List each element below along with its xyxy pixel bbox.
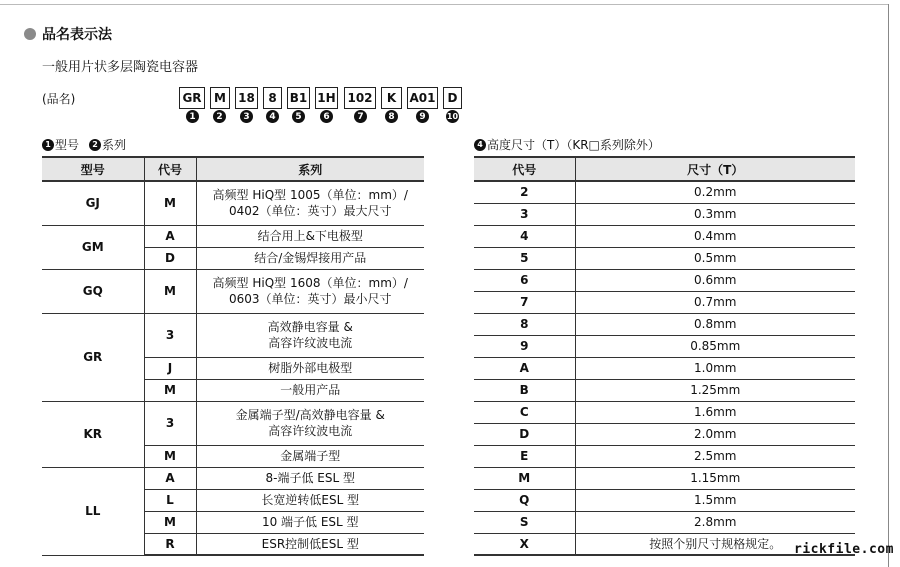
pn-number-8: 8 — [385, 110, 398, 123]
code-cell: Q — [474, 489, 575, 511]
size-cell: 2.8mm — [575, 511, 855, 533]
table-row — [474, 511, 855, 533]
series-cell: 8-端子低 ESL 型 — [196, 467, 424, 489]
pn-number-4: 4 — [266, 110, 279, 123]
code-cell: 3 — [474, 203, 575, 225]
table-row — [474, 467, 855, 489]
series-cell: 高频型 HiQ型 1005（单位：mm）/ 0402（单位：英寸）最大尺寸 — [196, 181, 424, 225]
code-cell: 3 — [144, 401, 196, 445]
size-cell: 0.2mm — [575, 181, 855, 203]
type-cell: GR — [42, 313, 144, 401]
size-cell: 0.6mm — [575, 269, 855, 291]
watermark-text: rickfile.com — [794, 542, 894, 557]
table-row — [474, 445, 855, 467]
code-cell: A — [144, 467, 196, 489]
code-cell: 9 — [474, 335, 575, 357]
size-cell: 0.3mm — [575, 203, 855, 225]
pn-box-temp-char: B1 — [287, 87, 310, 109]
column-header-series: 系列 — [196, 157, 424, 181]
table-row — [474, 423, 855, 445]
table-header-row — [474, 157, 855, 181]
table-row — [474, 489, 855, 511]
code-cell: R — [144, 533, 196, 555]
column-header-code: 代号 — [144, 157, 196, 181]
type-cell: LL — [42, 467, 144, 555]
pn-number-9: 9 — [416, 110, 429, 123]
series-cell: 结合/金锡焊接用产品 — [196, 247, 424, 269]
heading-text: 品名表示法 — [42, 27, 112, 43]
pn-number-2: 2 — [213, 110, 226, 123]
pn-number-10: 10 — [446, 112, 459, 121]
code-cell: 3 — [144, 313, 196, 357]
pn-box-type: GR — [179, 87, 205, 109]
pn-number-7: 7 — [354, 110, 367, 123]
pn-number-3: 3 — [240, 110, 253, 123]
code-cell: C — [474, 401, 575, 423]
circle-number-icon: 2 — [89, 139, 101, 151]
code-cell: A — [144, 225, 196, 247]
section-label-series: 系列 — [102, 138, 127, 152]
code-cell: J — [144, 357, 196, 379]
code-cell: 5 — [474, 247, 575, 269]
code-cell: M — [144, 445, 196, 467]
pn-number-1: 1 — [186, 110, 199, 123]
column-header-size: 尺寸（T） — [575, 157, 855, 181]
section-label-type: 型号 — [55, 138, 80, 152]
code-cell: 6 — [474, 269, 575, 291]
series-cell: 结合用上&下电极型 — [196, 225, 424, 247]
series-cell: 长宽逆转低ESL 型 — [196, 489, 424, 511]
code-cell: B — [474, 379, 575, 401]
code-cell: M — [144, 511, 196, 533]
code-cell: L — [144, 489, 196, 511]
section-title-height — [474, 136, 660, 153]
table-row — [474, 181, 855, 203]
table-row — [474, 357, 855, 379]
code-cell: 8 — [474, 313, 575, 335]
section-title-type-series — [42, 136, 126, 153]
code-cell: E — [474, 445, 575, 467]
column-header-code: 代号 — [474, 157, 575, 181]
size-cell: 1.15mm — [575, 467, 855, 489]
table-row — [474, 313, 855, 335]
pn-box-packaging: D — [443, 87, 462, 109]
table-row — [474, 269, 855, 291]
pn-number-5: 5 — [292, 110, 305, 123]
size-cell: 0.85mm — [575, 335, 855, 357]
size-cell: 按照个别尺寸规格规定。 — [575, 533, 855, 555]
code-cell: M — [474, 467, 575, 489]
size-cell: 0.4mm — [575, 225, 855, 247]
code-cell: M — [144, 379, 196, 401]
size-cell: 1.0mm — [575, 357, 855, 379]
code-cell: M — [144, 269, 196, 313]
size-cell: 1.25mm — [575, 379, 855, 401]
size-cell: 0.7mm — [575, 291, 855, 313]
bullet-icon — [24, 28, 36, 40]
page-frame-top — [0, 4, 889, 5]
size-cell: 2.5mm — [575, 445, 855, 467]
section-label-height: 高度尺寸（T）（KR□系列除外） — [487, 138, 660, 152]
table-row — [474, 247, 855, 269]
table-row — [42, 225, 424, 247]
size-cell: 2.0mm — [575, 423, 855, 445]
type-series-table — [42, 156, 424, 556]
code-cell: M — [144, 181, 196, 225]
table-row — [474, 401, 855, 423]
type-cell: GJ — [42, 181, 144, 225]
series-cell: 10 端子低 ESL 型 — [196, 511, 424, 533]
table-row — [474, 203, 855, 225]
size-cell: 0.8mm — [575, 313, 855, 335]
code-cell: 2 — [474, 181, 575, 203]
code-cell: 4 — [474, 225, 575, 247]
page-subtitle: 一般用片状多层陶瓷电容器 — [42, 60, 199, 75]
table-row — [474, 225, 855, 247]
circle-number-icon: 1 — [42, 139, 54, 151]
table-row — [42, 467, 424, 489]
code-cell: A — [474, 357, 575, 379]
code-cell: X — [474, 533, 575, 555]
size-cell: 0.5mm — [575, 247, 855, 269]
code-cell: S — [474, 511, 575, 533]
pn-box-height: 8 — [263, 87, 282, 109]
type-cell: GM — [42, 225, 144, 269]
pn-box-capacitance: 102 — [344, 87, 376, 109]
type-cell: GQ — [42, 269, 144, 313]
type-cell: KR — [42, 401, 144, 467]
pn-box-individual-spec: A01 — [407, 87, 438, 109]
code-cell: 7 — [474, 291, 575, 313]
height-size-table — [474, 156, 855, 556]
page-frame-right — [888, 4, 889, 567]
circle-number-icon: 4 — [474, 139, 486, 151]
table-row — [474, 335, 855, 357]
series-cell: 树脂外部电极型 — [196, 357, 424, 379]
series-cell: 金属端子型/高效静电容量 & 高容许纹波电流 — [196, 401, 424, 445]
series-cell: 金属端子型 — [196, 445, 424, 467]
size-cell: 1.6mm — [575, 401, 855, 423]
pn-box-dimension: 18 — [235, 87, 258, 109]
pn-number-6: 6 — [320, 110, 333, 123]
section-heading — [24, 24, 112, 44]
part-number-label: (品名) — [42, 92, 76, 106]
pn-box-tolerance: K — [381, 87, 402, 109]
series-cell: 高频型 HiQ型 1608（单位：mm）/ 0603（单位：英寸）最小尺寸 — [196, 269, 424, 313]
table-row — [474, 379, 855, 401]
size-cell: 1.5mm — [575, 489, 855, 511]
code-cell: D — [144, 247, 196, 269]
table-row — [42, 269, 424, 313]
pn-box-voltage: 1H — [315, 87, 338, 109]
series-cell: ESR控制低ESL 型 — [196, 533, 424, 555]
table-row — [42, 313, 424, 357]
series-cell: 高效静电容量 & 高容许纹波电流 — [196, 313, 424, 357]
pn-box-series: M — [210, 87, 230, 109]
table-row — [42, 401, 424, 445]
column-header-type: 型号 — [42, 157, 144, 181]
table-row — [474, 291, 855, 313]
series-cell: 一般用产品 — [196, 379, 424, 401]
code-cell: D — [474, 423, 575, 445]
table-row — [42, 181, 424, 225]
table-header-row — [42, 157, 424, 181]
